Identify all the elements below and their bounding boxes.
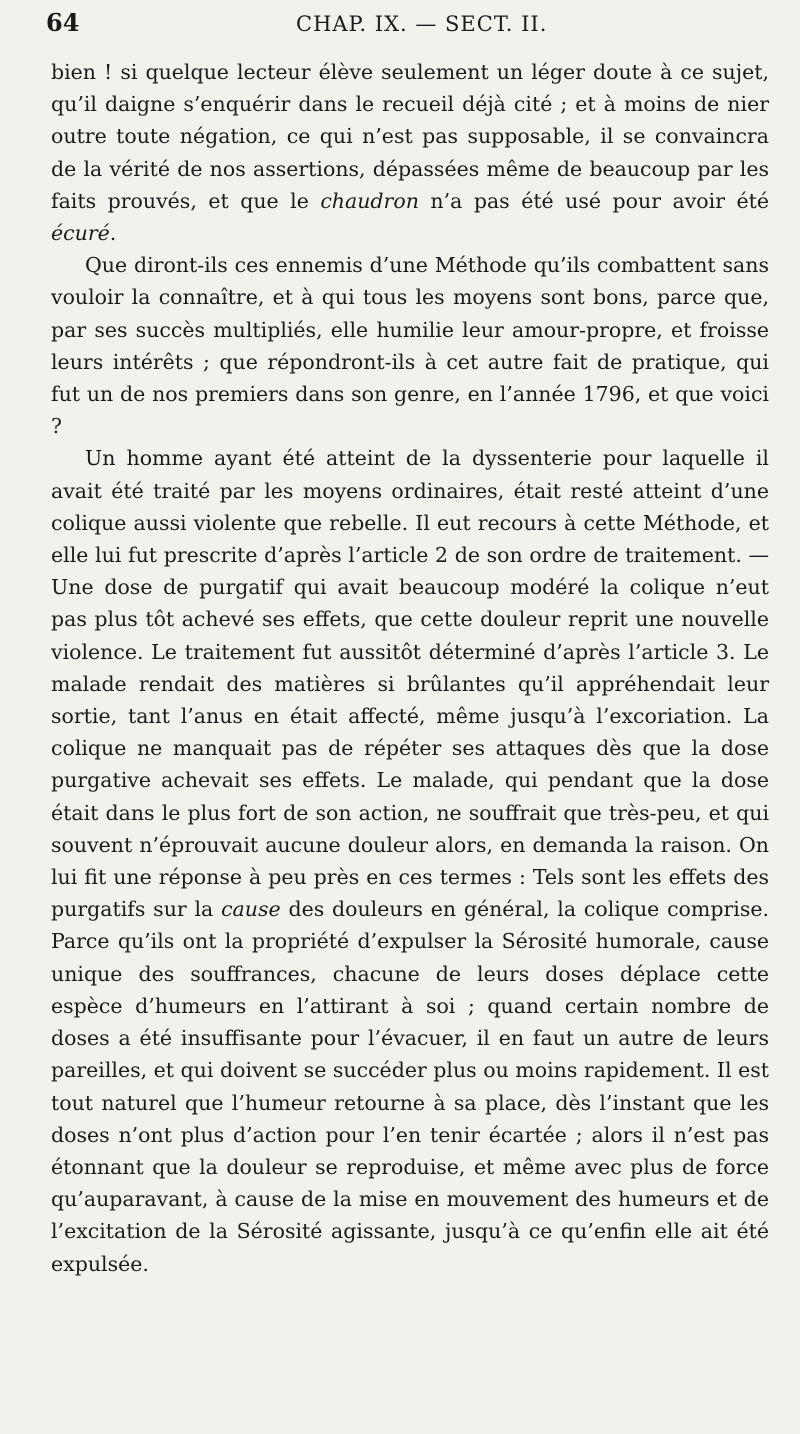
page-header [46,8,740,42]
paragraph-3-emphasis-cause: cause [221,897,281,922]
paragraph-3 [51,442,769,1279]
paragraph-2: Que diront-ils ces ennemis d’une Méthode qu’ils combattent sans vouloir la connaître, et à qui tous les moyens sont bons, parce que, par ses succès multipliés, elle humilie leur amour-propre, et froisse leurs intérêts ; que répondront-ils à cet autre fait de pratique, qui fut un de nos premiers dans son genre, en l’année 1796, et que voici ? [51,253,769,439]
paragraph-1-text-a: bien ! si quelque lecteur élève seulement un léger doute à ce sujet, qu’il daigne s’enquérir dans le recueil déjà cité ; et à moins de nier outre toute négation, ce qui n’est pas supposable, il se convaincra de la vérité de nos assertions, dépassées même de beaucoup par les faits prouvés, et que le [51,60,769,213]
paragraph-3-text-a: Un homme ayant été atteint de la dyssenterie pour laquelle il avait été traité par les moyens ordinaires, était resté atteint d’une colique aussi violente que rebelle. Il eut recours à cette Méthode, et elle lui fut prescrite d’après l’article 2 de son ordre de traitement. — Une dose de purgatif qui avait beaucoup modéré la colique n’eut pas plus tôt achevé ses effets, que cette douleur reprit une nouvelle violence. Le traitement fut aussitôt déterminé d’après l’article 3. Le malade rendait des matières si brûlantes qu’il appréhendait leur sortie, tant l’anus en était affecté, même jusqu’à l’excoriation. La colique ne manquait pas de répéter ses attaques dès que la dose purgative achevait ses effets. Le malade, qui pendant que la dose était dans le plus fort de son action, ne souffrait que très-peu, et qui souvent n’éprouvait aucune douleur alors, en demanda la raison. On lui fit une réponse à peu près en ces termes : Tels sont les effets des purgatifs sur la [51,446,769,922]
paragraph-1-text-b: n’a pas été usé pour avoir été [418,188,769,213]
running-head: CHAP. IX. — SECT. II. [296,12,548,36]
paragraph-1-emphasis-chaudron: chaudron [320,188,419,213]
paragraph-1-text-c: . [109,221,117,246]
paragraph-1 [51,56,769,249]
page-number: 64 [46,8,80,37]
body-text [51,56,769,1280]
paragraph-1-emphasis-ecure: écuré [51,221,110,246]
paragraph-3-text-b: des douleurs en général, la colique comprise. Parce qu’ils ont la propriété d’expulser la Sérosité humorale, cause unique des souffrances, chacune de leurs doses déplace cette espèce d’humeurs en l’attirant à soi ; quand certain nombre de doses a été insuffisante pour l’évacuer, il en faut un autre de leurs pareilles, et qui doivent se succéder plus ou moins rapidement. Il est tout naturel que l’humeur retourne à sa place, dès l’instant que les doses n’ont plus d’action pour l’en tenir écartée ; alors il n’est pas étonnant que la douleur se reproduise, et même avec plus de force qu’auparavant, à cause de la mise en mouvement des humeurs et de l’excitation de la Sérosité agissante, jusqu’à ce qu’enfin elle ait été expulsée. [51,897,769,1276]
